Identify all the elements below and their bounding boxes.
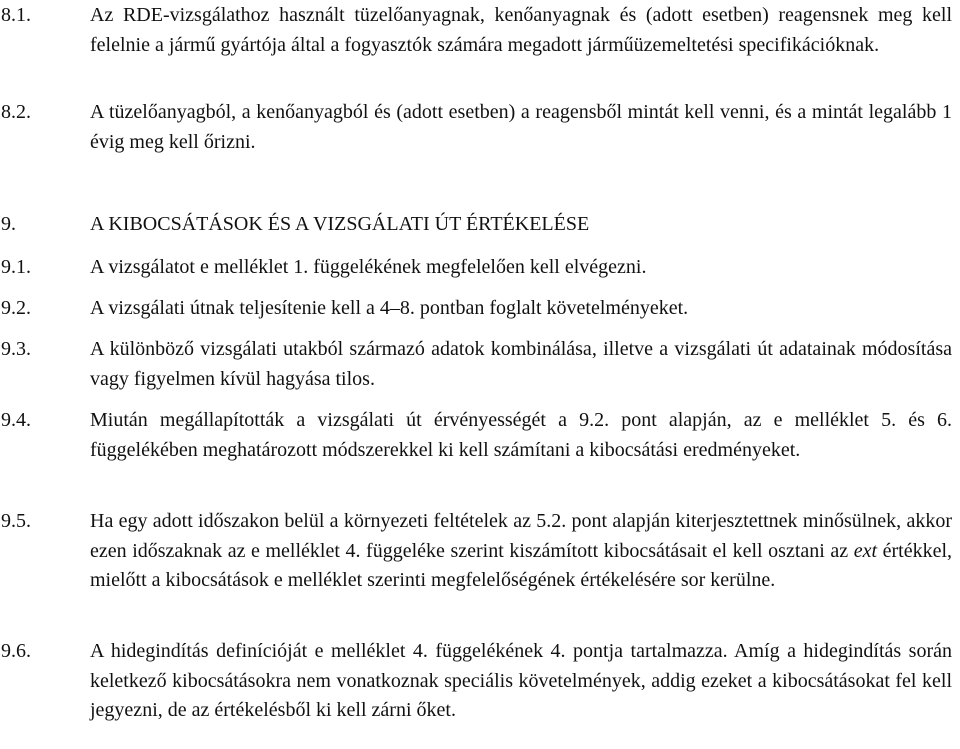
section-number: 9.6. <box>1 640 31 662</box>
section-text: Miután megállapították a vizsgálati út érvényességét a 9.2. pont alapján, az e melléklet 5. és 6. függelékében meghatározott módszerekkel ki kell számítani a kibocsátási eredményeket. <box>90 409 952 461</box>
section-number: 9.5. <box>1 510 31 532</box>
section-text: Az RDE-vizsgálathoz használt tüzelőanyagnak, kenőanyagnak és (adott esetben) reagensnek meg kell felelnie a jármű gyártója által a fogyasztók számára megadott járműüzemeltetési specifikációknak. <box>90 4 952 56</box>
section-number: 8.1. <box>1 4 31 26</box>
section-9-heading <box>0 210 960 240</box>
section-text: A hidegindítás definícióját e melléklet 4. függelékének 4. pontja tartalmazza. Amíg a hidegindítás során keletkező kibocsátásokra nem vonatkoznak speciális követelmények, addig ezeket a kibocsátásokat fel kell jegyezni, de az értékelésből ki kell zárni őket. <box>90 640 952 721</box>
section-text <box>90 507 952 596</box>
text-segment: értékkel, mielőtt a kibocsátások e melléklet szerinti megfelelőségének értékelésére sor kerülne. <box>90 539 953 591</box>
section-text: A vizsgálati útnak teljesítenie kell a 4–8. pontban foglalt követelményeket. <box>90 297 689 319</box>
section-9-3 <box>0 335 960 394</box>
section-number: 9.1. <box>1 256 31 278</box>
section-text: A tüzelőanyagból, a kenőanyagból és (adott esetben) a reagensből mintát kell venni, és a mintát legalább 1 évig meg kell őrizni. <box>90 101 952 153</box>
text-segment: Ha egy adott időszakon belül a környezeti feltételek az 5.2. pont alapján kiterjesztettnek minősülnek, akkor ezen időszaknak az e melléklet 4. függeléke szerint kiszámított kibocsátásait el kell osztani az <box>90 510 952 562</box>
section-8-1 <box>0 1 960 60</box>
section-9-4 <box>0 406 960 465</box>
section-text: A vizsgálatot e melléklet 1. függelékének megfelelően kell elvégezni. <box>90 256 647 278</box>
section-9-5 <box>0 507 960 596</box>
section-heading: A KIBOCSÁTÁSOK ÉS A VIZSGÁLATI ÚT ÉRTÉKELÉSE <box>90 213 590 235</box>
section-9-2 <box>0 294 960 324</box>
italic-term: ext <box>853 539 878 562</box>
section-number: 9.4. <box>1 409 31 431</box>
section-number: 9.2. <box>1 297 31 319</box>
section-number: 8.2. <box>1 101 31 123</box>
section-number: 9.3. <box>1 338 31 360</box>
section-8-2 <box>0 98 960 157</box>
section-9-1 <box>0 253 960 283</box>
section-text: A különböző vizsgálati utakból származó adatok kombinálása, illetve a vizsgálati út adatainak módosítása vagy figyelmen kívül hagyása tilos. <box>90 338 952 390</box>
section-number: 9. <box>1 213 16 235</box>
section-9-6 <box>0 637 960 726</box>
